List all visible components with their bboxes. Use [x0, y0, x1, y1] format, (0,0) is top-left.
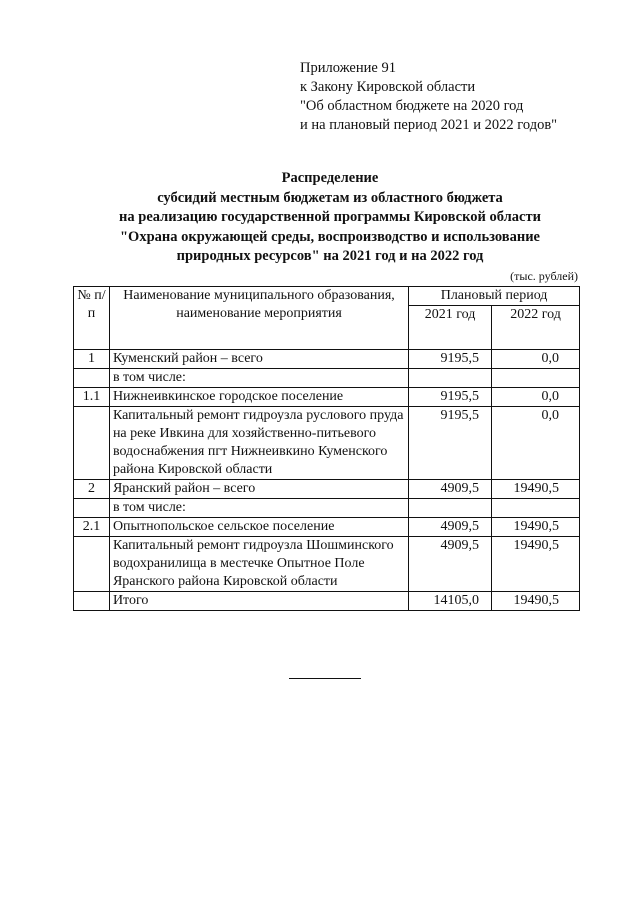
- appendix-line: Приложение 91: [300, 60, 396, 76]
- row-2022: 0,0: [492, 350, 580, 369]
- row-num: 1.1: [74, 388, 110, 407]
- row-2021: 4909,5: [409, 518, 492, 537]
- row-2022: [492, 369, 580, 388]
- row-2022: 0,0: [492, 388, 580, 407]
- row-num: 2: [74, 480, 110, 499]
- header-num: № п/п: [74, 287, 110, 350]
- row-name: Опытнопольское сельское поселение: [109, 518, 408, 537]
- row-2022: 19490,5: [492, 537, 580, 592]
- row-2021: [409, 369, 492, 388]
- row-name: Яранский район – всего: [109, 480, 408, 499]
- title-line: природных ресурсов" на 2021 год и на 2022 год: [176, 248, 484, 264]
- title-line: "Охрана окружающей среды, воспроизводство и использование: [120, 228, 540, 245]
- table-row: [74, 350, 580, 369]
- table-row: [74, 369, 580, 388]
- header-2021: 2021 год: [409, 306, 492, 350]
- title-line: на реализацию государственной программы Кировской области: [119, 209, 541, 225]
- row-name: в том числе:: [109, 499, 408, 518]
- appendix-line: "Об областном бюджете на 2020 год: [300, 98, 524, 114]
- title-line: субсидий местным бюджетам из областного бюджета: [157, 189, 503, 206]
- table-row: [74, 388, 580, 407]
- subsidy-table: [73, 286, 580, 611]
- row-2021: 4909,5: [409, 537, 492, 592]
- row-2021: 9195,5: [409, 388, 492, 407]
- row-name: Капитальный ремонт гидроузла руслового пруда на реке Ивкина для хозяйственно-питьевого водоснабжения пгт Нижнеивкино Куменского района Кировской области: [109, 407, 408, 480]
- row-2022: 0,0: [492, 407, 580, 480]
- appendix-block: [300, 59, 557, 135]
- row-num: 2.1: [74, 518, 110, 537]
- table-row: [74, 518, 580, 537]
- appendix-line: и на плановый период 2021 и 2022 годов": [300, 117, 558, 133]
- appendix-line: к Закону Кировской области: [300, 79, 476, 95]
- row-name: Капитальный ремонт гидроузла Шошминского водохранилища в местечке Опытное Поле Яранского района Кировской области: [109, 537, 408, 592]
- row-num: [74, 537, 110, 592]
- units-label: (тыс. рублей): [510, 269, 578, 283]
- document-title: [60, 169, 600, 267]
- row-num: [74, 407, 110, 480]
- row-2021: 9195,5: [409, 350, 492, 369]
- row-name: Итого: [109, 592, 408, 611]
- header-name: Наименование муниципального образования, наименование мероприятия: [109, 287, 408, 350]
- title-line: Распределение: [281, 170, 379, 186]
- row-2021: 9195,5: [409, 407, 492, 480]
- closing-rule: [289, 678, 361, 679]
- row-num: 1: [74, 350, 110, 369]
- table-row-total: [74, 592, 580, 611]
- row-2021: [409, 499, 492, 518]
- row-num: [74, 369, 110, 388]
- row-num: [74, 592, 110, 611]
- row-2022: [492, 499, 580, 518]
- row-2022: 19490,5: [492, 480, 580, 499]
- table-row: [74, 480, 580, 499]
- row-2022: 19490,5: [492, 592, 580, 611]
- row-name: в том числе:: [109, 369, 408, 388]
- row-num: [74, 499, 110, 518]
- row-2021: 4909,5: [409, 480, 492, 499]
- row-name: Куменский район – всего: [109, 350, 408, 369]
- header-2022: 2022 год: [492, 306, 580, 350]
- table-row: [74, 537, 580, 592]
- row-2021: 14105,0: [409, 592, 492, 611]
- row-2022: 19490,5: [492, 518, 580, 537]
- table-row: [74, 407, 580, 480]
- row-name: Нижнеивкинское городское поселение: [109, 388, 408, 407]
- header-period: Плановый период: [409, 287, 580, 306]
- table-row: [74, 499, 580, 518]
